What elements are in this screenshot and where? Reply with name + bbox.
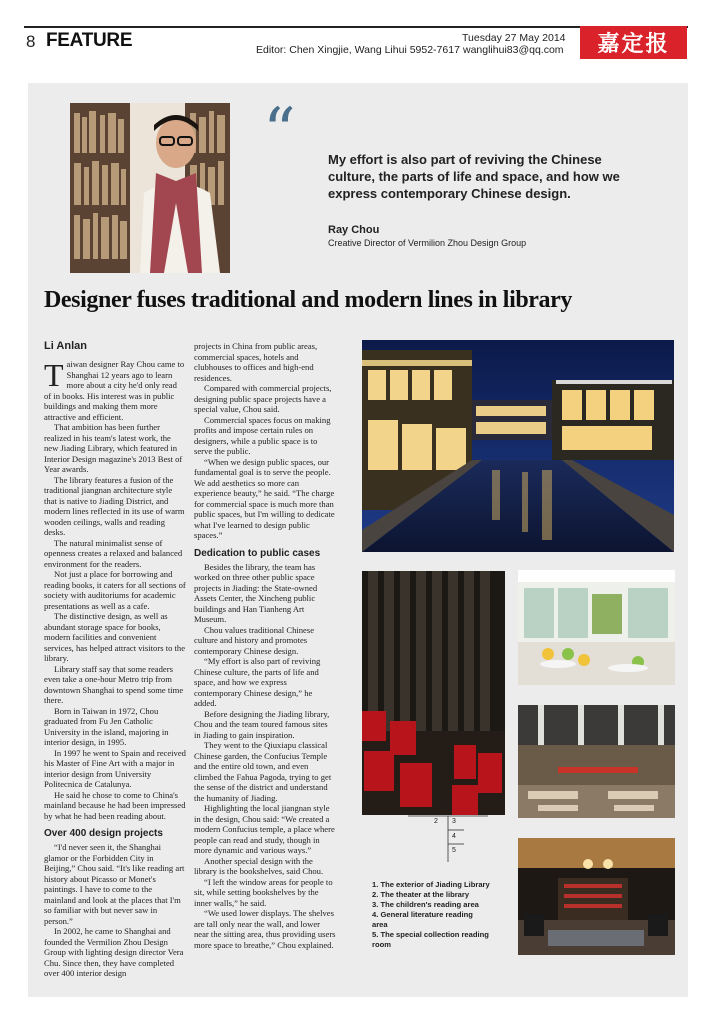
paragraph: Library staff say that some readers even take a one-hour Metro trip from downtown Shanghai to spend some time there. xyxy=(44,663,184,705)
caption: 2. The theater at the library xyxy=(372,890,470,899)
drop-cap: T xyxy=(44,357,64,393)
paragraph: “We used lower displays. The shelves are tall only near the wall, and lower near the sitting area, thus providing users more space to breathe,” Chou explained. xyxy=(194,908,336,950)
caption: 4. General literature reading area xyxy=(372,910,473,929)
paragraph: “When we design public spaces, our fundamental goal is to serve the people. We add aesthetics so more can experience beauty,” he said. “The charge for commercial space is much more than public spaces, but I'm willing to dedicate what I've learned to design public spaces.” xyxy=(194,456,335,540)
editor-credit: Editor: Chen Xingjie, Wang Lihui 5952-7617 xyxy=(256,44,460,56)
caption: 3. The children's reading area xyxy=(372,900,479,909)
section-label: FEATURE xyxy=(46,30,133,51)
paragraph: Born in Taiwan in 1972, Chou graduated from Fu Jen Catholic University in the island, majoring in interior design, in 1995. xyxy=(44,705,169,747)
caption: 1. The exterior of Jiading Library xyxy=(372,880,490,889)
childrens-area-photo xyxy=(518,570,675,685)
key-label: 4 xyxy=(452,833,456,840)
paragraph: Highlighting the local jiangnan style in the design, Chou said: “We created a modern Confucius temple, a place where people can read and study, though in more dynamic and various ways.” xyxy=(194,803,335,855)
paragraph xyxy=(44,359,186,422)
paragraph: Before designing the Jiading library, Chou and the team toured famous sites in Jiading to gain inspiration. xyxy=(194,708,330,740)
caption: 5. The special collection reading room xyxy=(372,930,489,949)
page-header xyxy=(0,0,713,70)
portrait-photo xyxy=(70,103,230,273)
key-label: 2 xyxy=(434,818,438,825)
article-column-2 xyxy=(194,341,336,950)
newspaper-logo: 嘉定报 xyxy=(580,26,687,59)
article-headline: Designer fuses traditional and modern lines in library xyxy=(44,287,572,313)
paragraph: He said he chose to come to China's mainland because he had been impressed by what he had been reading about. xyxy=(44,789,186,821)
library-exterior-photo xyxy=(362,340,674,552)
paragraph: Chou values traditional Chinese culture and history and promotes contemporary Chinese design. xyxy=(194,624,315,656)
paragraph: Commercial spaces focus on making profits and impose certain rules on designers, while a public space is to serve the public. xyxy=(194,414,331,456)
editor-email: wanglihui83@qq.com xyxy=(463,44,564,56)
paragraph: Besides the library, the team has worked on three other public space projects in Jiading: the State-owned Assets Center, the Xincheng public buildings and Han Tianheng Art Museum. xyxy=(194,561,318,624)
general-literature-photo xyxy=(518,705,675,818)
paragraph-text: aiwan designer Ray Chou came to Shanghai 12 years ago to learn more about a city he'd only read of in books. His interest was in public buildings and making them more attractive and efficient. xyxy=(44,359,185,422)
page-number: 8 xyxy=(26,32,36,51)
issue-date: Tuesday 27 May 2014 xyxy=(462,32,566,44)
quote-icon: “ xyxy=(263,95,296,169)
paragraph: Not just a place for borrowing and reading books, it caters for all sections of society with auditoriums for academic presentations as well as a cafe. xyxy=(44,569,186,611)
pull-quote: My effort is also part of reviving the Chinese culture, the parts of life and space, and how we express contemporary Chinese design. xyxy=(328,152,620,201)
photo-key-diagram xyxy=(408,804,488,864)
paragraph: The distinctive design, as well as abundant storage space for books, modern facilities and convenient services, has helped attract visitors to the library. xyxy=(44,611,186,663)
byline: Li Anlan xyxy=(44,340,87,352)
paragraph: “I'd never seen it, the Shanghai glamor or the Forbidden City in Beijing,” Chou said. “It's like reading art history about Picasso or Monet's paintings. I have to come to the mainland and look at the places that I'm so familiar with but never saw in person.” xyxy=(44,842,185,926)
key-label: 5 xyxy=(452,847,456,854)
key-label: 3 xyxy=(452,818,456,825)
paragraph: The library features a fusion of the traditional jiangnan architecture style that is native to Jiading District, and modern lines reflected in its use of warm wooden ceilings, walls and reading desks. xyxy=(44,474,185,537)
paragraph: In 1997 he went to Spain and received his Master of Fine Art with a major in interior design from University Politecnica de Catalunya. xyxy=(44,747,186,789)
theater-photo xyxy=(362,571,505,815)
special-collection-photo xyxy=(518,838,675,955)
article-column-1 xyxy=(44,340,186,979)
paragraph: The natural minimalist sense of openness creates a relaxed and balanced environment for the readers. xyxy=(44,537,183,569)
subheading: Over 400 design projects xyxy=(44,828,163,839)
paragraph: “I left the window areas for people to sit, while setting bookshelves by the inner walls,” he said. xyxy=(194,876,333,908)
paragraph: They went to the Qiuxiapu classical Chinese garden, the Confucius Temple and the entire old town, and even climbed the Fahua Pagoda, trying to get the sense of the district and understand the humanity of Jiading. xyxy=(194,740,332,803)
quote-attribution-name: Ray Chou xyxy=(328,224,380,236)
paragraph: That ambition has been further realized in his team's latest work, the new Jiading Library, which featured in Interior Design magazine's 2013 Best of Year awards. xyxy=(44,422,183,474)
paragraph: Another special design with the library is the bookshelves, said Chou. xyxy=(194,855,324,876)
paragraph: projects in China from public areas, commercial spaces, hotels and clubhouses to offices and high-end residences. xyxy=(194,341,318,383)
paragraph: “My effort is also part of reviving Chinese culture, the parts of life and space, and how we express contemporary Chinese design,” he added. xyxy=(194,656,321,708)
quote-attribution-title: Creative Director of Vermilion Zhou Design Group xyxy=(328,238,527,248)
photo-captions xyxy=(372,880,490,950)
paragraph: Compared with commercial projects, designing public space projects have a special value, Chou said. xyxy=(194,383,332,414)
key-label: 1 xyxy=(444,804,448,811)
paragraph: In 2002, he came to Shanghai and founded the Vermilion Zhou Design Group with lighting design director Vera Chu. Since then, they have completed over 400 interior design xyxy=(44,926,184,978)
subheading: Dedication to public cases xyxy=(194,547,321,559)
